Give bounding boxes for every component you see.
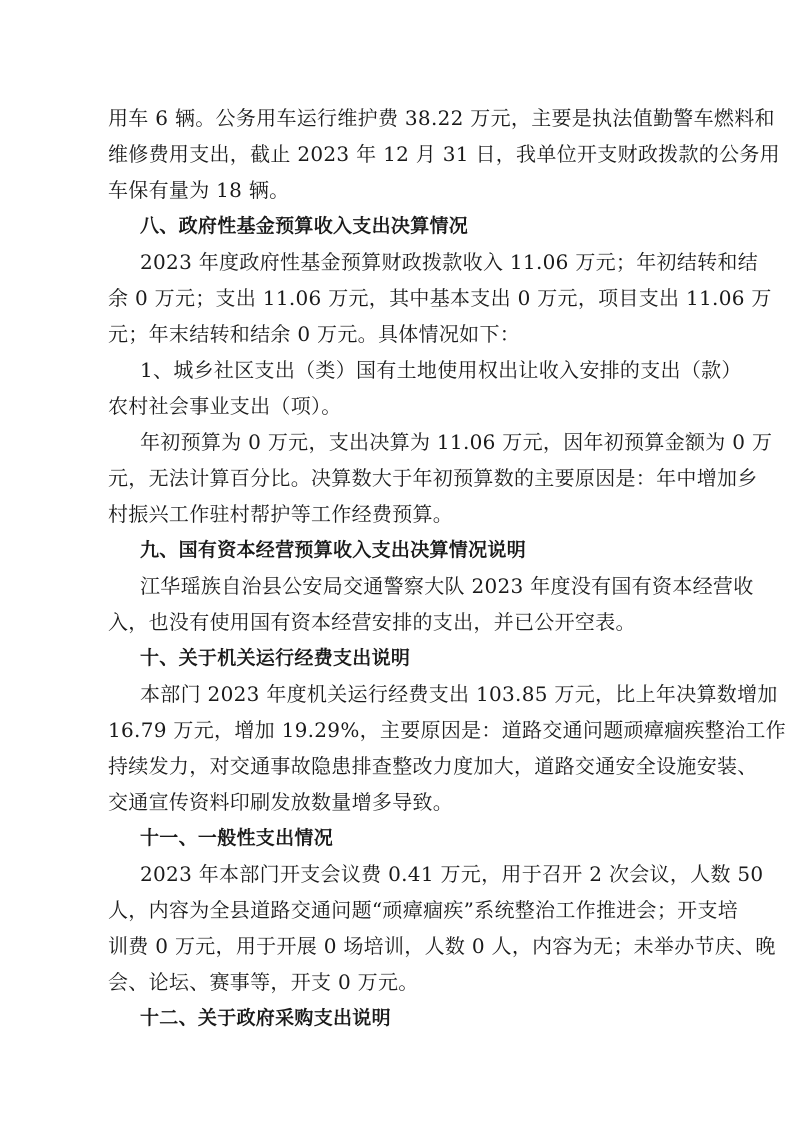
section-heading-9: 九、国有资本经营预算收入支出决算情况说明: [140, 539, 527, 561]
text-line: 2023 年度政府性基金预算财政拨款收入 11.06 万元；年初结转和结: [140, 250, 759, 274]
text-line: 余 0 万元；支出 11.06 万元，其中基本支出 0 万元，项目支出 11.06 万: [108, 286, 772, 310]
text-line: 元，无法计算百分比。决算数大于年初预算数的主要原因是：年中增加乡: [108, 466, 758, 490]
document-page: [108, 100, 786, 1036]
section-heading-12: 十二、关于政府采购支出说明: [140, 1007, 391, 1029]
text-line: 入，也没有使用国有资本经营安排的支出，并已公开空表。: [108, 610, 636, 634]
text-line: 本部门 2023 年度机关运行经费支出 103.85 万元，比上年决算数增加: [140, 682, 778, 706]
section-heading-11: 十一、一般性支出情况: [140, 827, 334, 849]
text-line: 农村社会事业支出（项）。: [108, 394, 342, 418]
text-line: 1、城乡社区支出（类）国有土地使用权出让收入安排的支出（款）: [140, 358, 742, 382]
text-line: 会、论坛、赛事等，开支 0 万元。: [108, 970, 419, 994]
text-line: 人，内容为全县道路交通问题“顽瘴痼疾”系统整治工作推进会；开支培: [108, 898, 739, 922]
text-line: 用车 6 辆。公务用车运行维护费 38.22 万元，主要是执法值勤警车燃料和: [108, 106, 775, 130]
text-line: 16.79 万元，增加 19.29%，主要原因是：道路交通问题顽瘴痼疾整治工作: [108, 718, 786, 742]
text-line: 持续发力，对交通事故隐患排查整改力度加大，道路交通安全设施安装、: [108, 754, 758, 778]
section-heading-10: 十、关于机关运行经费支出说明: [140, 647, 411, 669]
text-line: 车保有量为 18 辆。: [108, 178, 290, 202]
text-line: 训费 0 万元，用于开展 0 场培训，人数 0 人，内容为无；未举办节庆、晚: [108, 934, 776, 958]
text-line: 年初预算为 0 万元，支出决算为 11.06 万元，因年初预算金额为 0 万: [140, 430, 773, 454]
section-heading-8: 八、政府性基金预算收入支出决算情况: [140, 215, 469, 237]
text-line: 村振兴工作驻村帮护等工作经费预算。: [108, 502, 454, 526]
text-line: 维修费用支出，截止 2023 年 12 月 31 日，我单位开支财政拨款的公务用: [108, 142, 780, 166]
text-line: 2023 年本部门开支会议费 0.41 万元，用于召开 2 次会议，人数 50: [140, 862, 764, 886]
text-line: 元；年末结转和结余 0 万元。具体情况如下：: [108, 322, 521, 346]
text-line: 江华瑶族自治县公安局交通警察大队 2023 年度没有国有资本经营收: [140, 574, 754, 598]
text-line: 交通宣传资料印刷发放数量增多导致。: [108, 790, 454, 814]
